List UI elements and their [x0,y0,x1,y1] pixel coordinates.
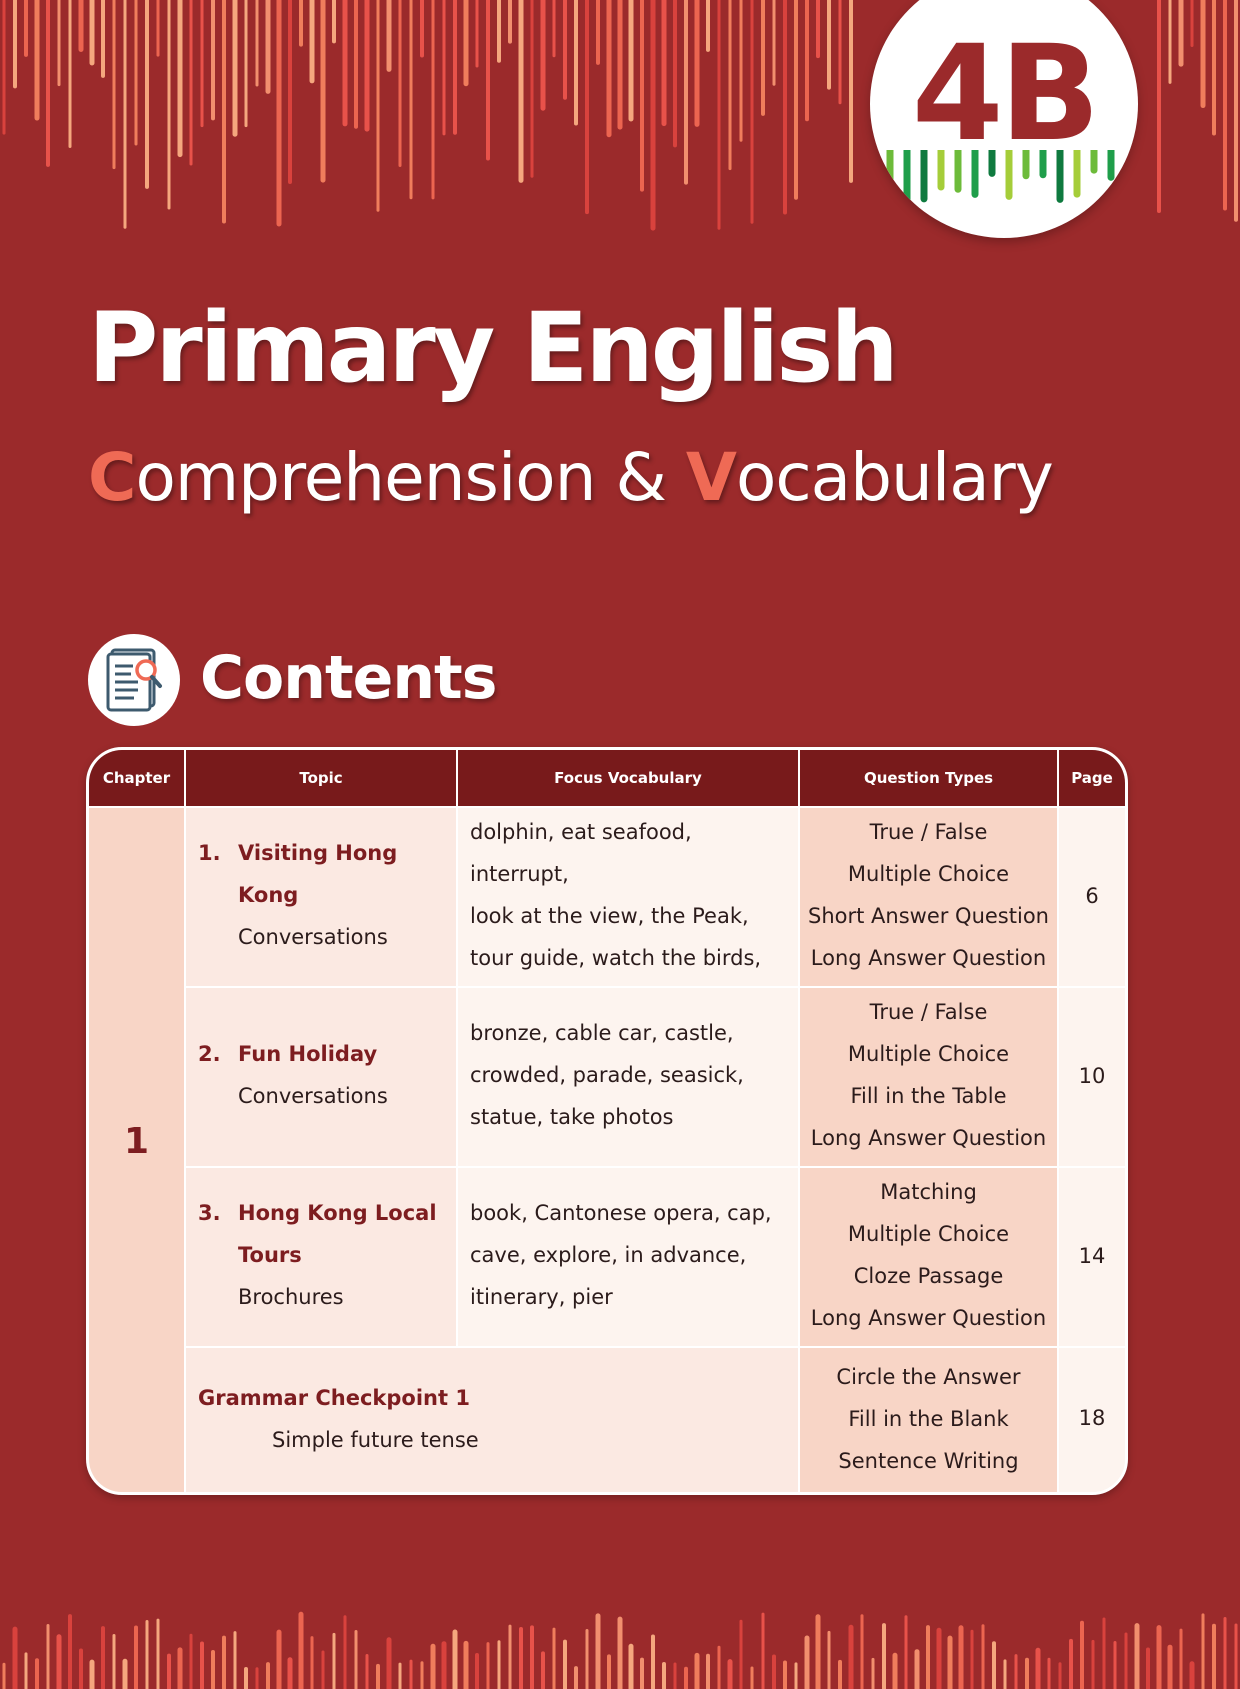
topic-title-line: Tours [238,1243,302,1267]
question-type: Long Answer Question [810,946,1047,970]
grammar-checkpoint-subtitle: Simple future tense [272,1428,479,1452]
vocab-cell-3 [458,1168,800,1348]
topic-number: 1. [198,841,221,865]
page-number: 14 [1078,1244,1106,1268]
question-type: True / False [869,820,988,844]
question-type: Short Answer Question [808,904,1049,928]
chapter-number: 1 [123,1121,150,1162]
question-type: Matching [880,1180,977,1204]
page-cell-1 [1059,808,1125,988]
question-type: Cloze Passage [853,1264,1004,1288]
topic-subtitle: Conversations [238,925,388,949]
subtitle-part1: omprehension & [135,439,686,516]
vocab-line: itinerary, pier [470,1285,613,1309]
vocab-line: statue, take photos [470,1105,674,1129]
topic-subtitle: Brochures [238,1285,344,1309]
question-type: Multiple Choice [847,862,1010,886]
question-type: Sentence Writing [838,1449,1019,1473]
topic-title-line: Visiting Hong [238,841,398,865]
vocab-cell-1 [458,808,800,988]
header-page: Page [1059,750,1125,808]
grammar-checkpoint-title: Grammar Checkpoint 1 [198,1386,470,1410]
page-number: 6 [1085,884,1099,908]
topic-subtitle: Conversations [238,1084,388,1108]
page-cell-grammar [1059,1348,1125,1492]
question-type: Fill in the Blank [848,1407,1009,1431]
page-cell-3 [1059,1168,1125,1348]
vocab-line: crowded, parade, seasick, [470,1063,744,1087]
header-focus-vocabulary: Focus Vocabulary [458,750,800,808]
topic-title-line: Hong Kong Local [238,1201,437,1225]
subtitle-part2: ocabulary [736,439,1053,516]
grade-label: 4B [911,17,1097,171]
topic-cell-1 [186,808,458,988]
grade-badge [870,0,1138,238]
contents-heading: Contents [200,643,497,713]
question-type: Multiple Choice [847,1042,1010,1066]
questions-cell-grammar [800,1348,1059,1492]
page-cell-2 [1059,988,1125,1168]
book-subtitle [88,439,1053,516]
book-title: Primary English [88,292,896,404]
vocab-line: tour guide, watch the birds, [470,946,762,970]
topic-cell-3 [186,1168,458,1348]
topic-number: 2. [198,1042,221,1066]
header-question-types: Question Types [800,750,1059,808]
question-type: Circle the Answer [836,1365,1021,1389]
vocab-line: bronze, cable car, castle, [470,1021,734,1045]
vocab-line: dolphin, eat seafood, interrupt, [470,820,692,886]
topic-title-line: Fun Holiday [238,1042,378,1066]
question-type: Long Answer Question [810,1306,1047,1330]
chapter-cell [89,808,186,1492]
topic-title-line: Kong [238,883,299,907]
contents-table [86,747,1128,1495]
header-chapter: Chapter [89,750,186,808]
header-topic: Topic [186,750,458,808]
topic-cell-2 [186,988,458,1168]
vocab-cell-2 [458,988,800,1168]
badge-bars-decoration [870,150,1138,210]
vocab-line: cave, explore, in advance, [470,1243,747,1267]
document-search-icon [88,634,180,726]
question-type: Fill in the Table [850,1084,1007,1108]
page-number: 18 [1078,1406,1106,1430]
grammar-checkpoint-cell [186,1348,800,1492]
question-type: Long Answer Question [810,1126,1047,1150]
decorative-stripes-bottom [0,1610,1240,1689]
subtitle-c-letter: C [88,439,136,516]
vocab-line: look at the view, the Peak, [470,904,749,928]
vocab-line: book, Cantonese opera, cap, [470,1201,772,1225]
page-number: 10 [1078,1064,1106,1088]
topic-number: 3. [198,1201,221,1225]
questions-cell-3 [800,1168,1059,1348]
questions-cell-2 [800,988,1059,1168]
questions-cell-1 [800,808,1059,988]
subtitle-v-letter: V [685,439,737,516]
question-type: True / False [869,1000,988,1024]
question-type: Multiple Choice [847,1222,1010,1246]
